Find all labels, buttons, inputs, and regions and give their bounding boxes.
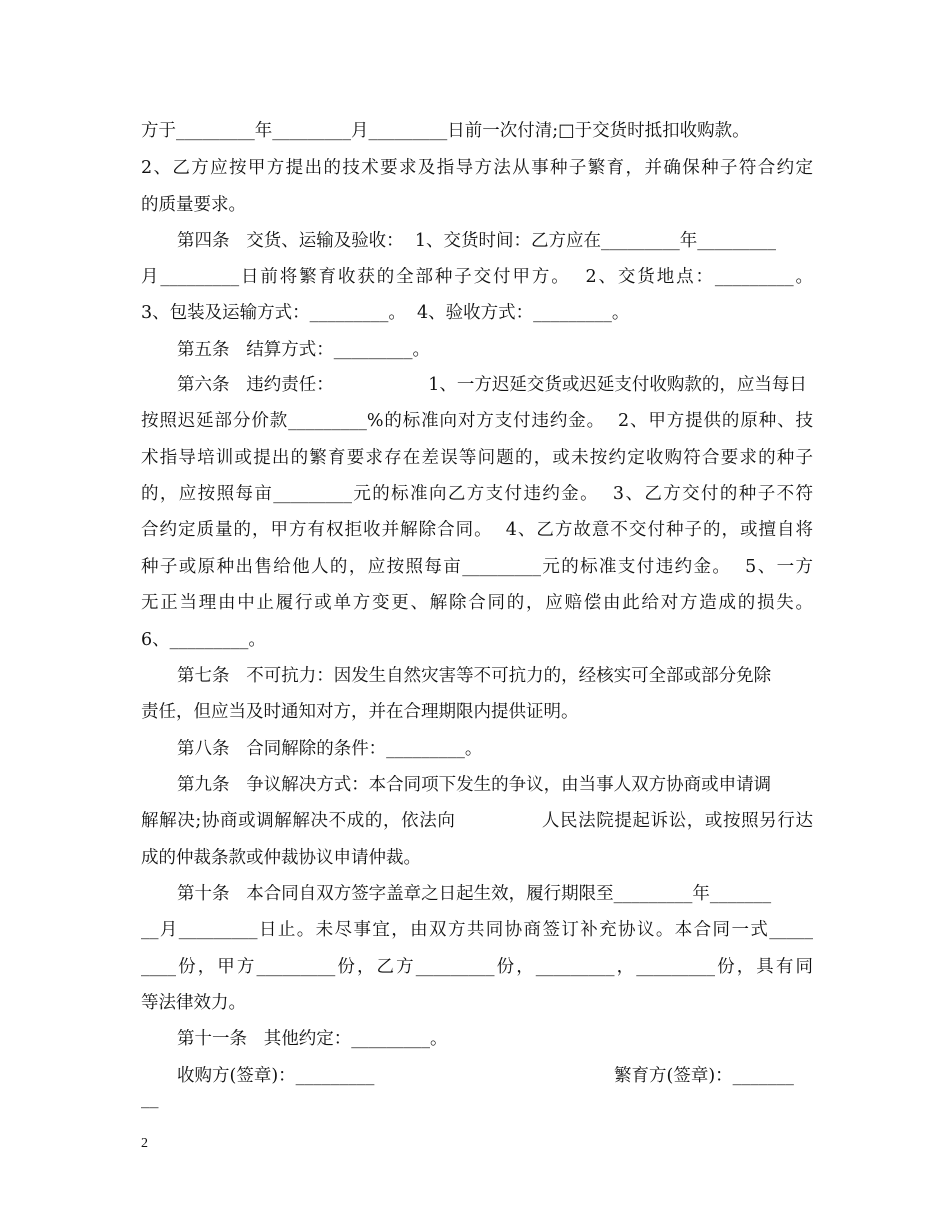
text-line-6: 3、包装及运输方式：_________。 4、验收方式：_________。	[141, 303, 630, 323]
text-line-4: 第四条 交货、运输及验收： 1、交货时间：乙方应在_________年_________	[177, 231, 776, 251]
text-line-19: 第九条 争议解决方式：本合同项下发生的争议，由当事人双方协商或申请调	[177, 775, 772, 795]
text-line-25: 等法律效力。	[141, 993, 246, 1013]
text-line-23: __月_________日止。未尽事宜，由双方共同协商签订补充协议。本合同一式_____	[141, 920, 813, 940]
text-line-22: 第十条 本合同自双方签字盖章之日起生效，履行期限至_________年_______	[177, 884, 772, 904]
text-line-20: 解解决;协商或调解解决不成的，依法向 人民法院提起诉讼，或按照另行达	[141, 811, 813, 831]
page-number: 2	[141, 1136, 148, 1151]
text-line-15: 6、_________。	[141, 630, 266, 650]
text-line-18: 第八条 合同解除的条件：_________。	[177, 739, 483, 759]
text-line-9: 按照迟延部分价款_________%的标准向对方支付违约金。 2、甲方提供的原种、技	[141, 411, 813, 431]
text-line-11: 的，应按照每亩_________元的标准向乙方支付违约金。 3、乙方交付的种子不符	[141, 484, 813, 504]
signature-right: 繁育方(签章)：_______	[614, 1066, 794, 1086]
text-line-13: 种子或原种出售给他人的，应按照每亩_________元的标准支付违约金。 5、一方	[141, 557, 813, 577]
text-line-5: 月_________日前将繁育收获的全部种子交付甲方。 2、交货地点：_________。	[141, 267, 813, 287]
text-line-12: 合约定质量的，甲方有权拒收并解除合同。 4、乙方故意不交付种子的，或擅自将	[141, 520, 813, 540]
text-line-17: 责任，但应当及时通知对方，并在合理期限内提供证明。	[141, 702, 579, 722]
text-line-21: 成的仲裁条款或仲裁协议申请仲裁。	[141, 848, 421, 868]
text-line-26: 第十一条 其他约定：_________。	[177, 1029, 448, 1049]
text-line-14: 无正当理由中止履行或单方变更、解除合同的，应赔偿由此给对方造成的损失。	[141, 593, 813, 613]
signature-left: 收购方(签章)：_________	[177, 1066, 375, 1086]
text-line-10: 术指导培训或提出的繁育要求存在差误等问题的，或未按约定收购符合要求的种子	[141, 448, 813, 468]
signature-line-wrap: __	[141, 1089, 159, 1109]
text-line-8: 第六条 违约责任： 1、一方迟延交货或迟延支付收购款的，应当每日	[177, 375, 807, 395]
text-line-24: ____份，甲方_________份，乙方_________份，_________，_________份，具有同	[141, 957, 813, 977]
text-line-16: 第七条 不可抗力：因发生自然灾害等不可抗力的，经核实可全部或部分免除	[177, 666, 772, 686]
text-line-2: 2、乙方应按甲方提出的技术要求及指导方法从事种子繁育，并确保种子符合约定	[141, 158, 813, 178]
text-line-3: 的质量要求。	[141, 195, 246, 215]
text-line-7: 第五条 结算方式：_________。	[177, 340, 430, 360]
text-line-1: 方于_________年_________月_________日前一次付清;□于交货时抵扣收购款。	[141, 121, 750, 141]
